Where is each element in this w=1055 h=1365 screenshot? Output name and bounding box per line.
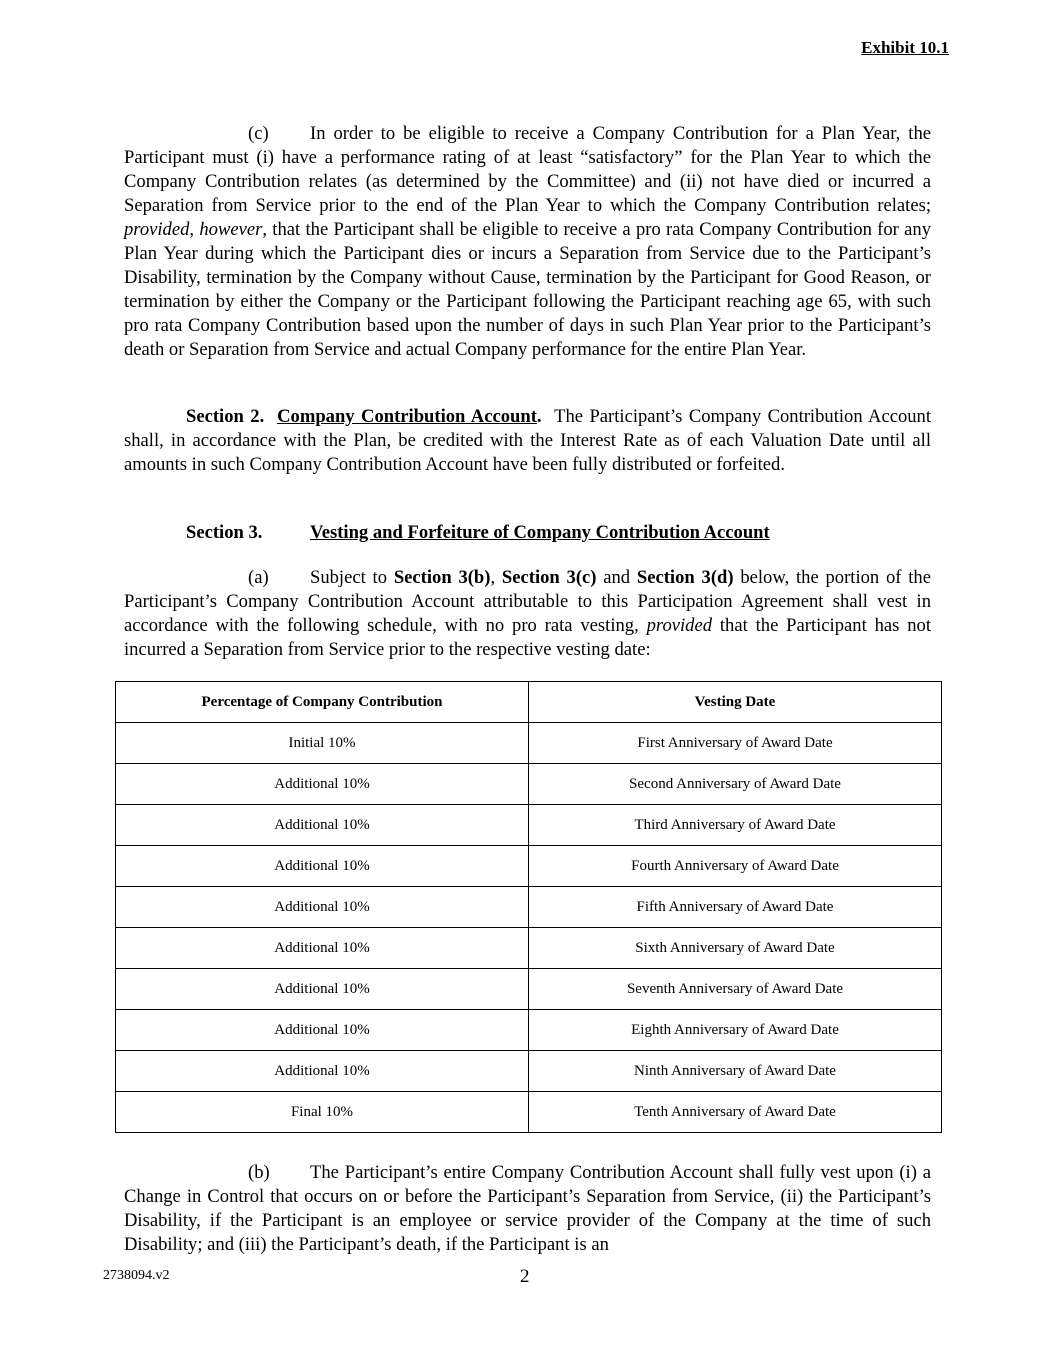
section-3-heading	[186, 521, 770, 545]
table-cell-percentage: Additional 10%	[116, 1051, 529, 1092]
section-3d-ref: Section 3(d)	[636, 567, 734, 588]
table-cell-percentage: Initial 10%	[116, 723, 529, 764]
vesting-schedule-table	[115, 681, 942, 1133]
section-2-text: The Participant’s Company Contribution Account shall, in accordance with the Plan, be credited with the Interest Rate as of each Valuation Date until all amounts in such Company Contribution Account have been fully distributed or forfeited.	[124, 406, 932, 475]
paragraph-c-label: (c)	[248, 123, 269, 144]
paragraph-a-text-4: below, the portion of the Participant’s Company Contribution Account attributable to this Participation Agreement shall vest in accordance with the following schedule, with no pro rata vesting,	[124, 567, 931, 636]
however-italic: however	[199, 219, 263, 240]
table-cell-date: Fourth Anniversary of Award Date	[529, 846, 942, 887]
table-row	[116, 723, 942, 764]
table-cell-date: Second Anniversary of Award Date	[529, 764, 942, 805]
table-row	[116, 846, 942, 887]
paragraph-a-text-2: ,	[490, 567, 502, 588]
table-cell-percentage: Additional 10%	[116, 1010, 529, 1051]
exhibit-label: Exhibit 10.1	[861, 38, 949, 57]
paragraph-c-text-1: In order to be eligible to receive a Company Contribution for a Plan Year, the Participant must (i) have a performance rating of at least “satisfactory” for the Plan Year to which the Company Contribution relates (as determined by the Committee) and (ii) not have died or incurred a Separation from Service prior to the end of the Plan Year to which the Company Contribution relates;	[124, 123, 931, 216]
page-number: 2	[520, 1266, 530, 1287]
table-row	[116, 1010, 942, 1051]
table-header-row	[116, 682, 942, 723]
table-cell-date: Third Anniversary of Award Date	[529, 805, 942, 846]
table-row	[116, 928, 942, 969]
table-cell-date: Eighth Anniversary of Award Date	[529, 1010, 942, 1051]
table-cell-percentage: Additional 10%	[116, 928, 529, 969]
document-id: 2738094.v2	[103, 1268, 170, 1283]
table-row	[116, 764, 942, 805]
table-cell-date: First Anniversary of Award Date	[529, 723, 942, 764]
table-cell-percentage: Additional 10%	[116, 887, 529, 928]
paragraph-c-sep: ,	[189, 219, 200, 240]
paragraph-a-label: (a)	[248, 567, 269, 588]
paragraph-a-text-5: that the Participant has not incurred a Separation from Service prior to the respective vesting date:	[124, 615, 931, 660]
table-cell-date: Seventh Anniversary of Award Date	[529, 969, 942, 1010]
table-cell-percentage: Additional 10%	[116, 846, 529, 887]
table-cell-date: Tenth Anniversary of Award Date	[529, 1092, 942, 1133]
table-cell-percentage: Additional 10%	[116, 969, 529, 1010]
table-row	[116, 1051, 942, 1092]
paragraph-b-text: The Participant’s entire Company Contribution Account shall fully vest upon (i) a Change in Control that occurs on or before the Participant’s Separation from Service, (ii) the Participant’s Disability, if the Participant is an employee or service provider of the Company at the time of such Disability; and (iii) the Participant’s death, if the Participant is an	[124, 1162, 931, 1255]
section-3-title: Vesting and Forfeiture of Company Contribution Account	[310, 522, 770, 543]
header-percentage: Percentage of Company Contribution	[116, 682, 529, 723]
table-row	[116, 887, 942, 928]
table-cell-percentage: Final 10%	[116, 1092, 529, 1133]
table-cell-date: Fifth Anniversary of Award Date	[529, 887, 942, 928]
section-3b-ref: Section 3(b)	[393, 567, 491, 588]
section-2-title: Company Contribution Account	[277, 406, 537, 427]
paragraph-c	[124, 122, 931, 362]
paragraph-a-text-3: and	[596, 567, 637, 588]
table-row	[116, 805, 942, 846]
provided-italic: provided	[124, 219, 190, 240]
section-2-paragraph	[124, 405, 931, 477]
table-cell-date: Sixth Anniversary of Award Date	[529, 928, 942, 969]
paragraph-a-text-1: Subject to	[310, 567, 394, 588]
section-2-number: Section 2.	[186, 406, 265, 427]
table-cell-percentage: Additional 10%	[116, 764, 529, 805]
section-2-period: .	[536, 406, 542, 427]
table-cell-percentage: Additional 10%	[116, 805, 529, 846]
header-vesting-date: Vesting Date	[529, 682, 942, 723]
provided-italic-a: provided	[646, 615, 713, 636]
section-3-number: Section 3.	[186, 522, 263, 543]
paragraph-b-label: (b)	[248, 1162, 270, 1183]
table-row	[116, 1092, 942, 1133]
table-row	[116, 969, 942, 1010]
paragraph-b	[124, 1161, 931, 1257]
section-3c-ref: Section 3(c)	[501, 567, 597, 588]
paragraph-a	[124, 566, 931, 662]
paragraph-c-text-2: , that the Participant shall be eligible to receive a pro rata Company Contribution for any Plan Year during which the Participant dies or incurs a Separation from Service due to the Participant’s Disability, termination by the Company without Cause, termination by the Participant for Good Reason, or termination by either the Company or the Participant following the Participant reaching age 65, with such pro rata Company Contribution based upon the number of days in such Plan Year prior to the Participant’s death or Separation from Service and actual Company performance for the entire Plan Year.	[124, 219, 931, 360]
table-cell-date: Ninth Anniversary of Award Date	[529, 1051, 942, 1092]
